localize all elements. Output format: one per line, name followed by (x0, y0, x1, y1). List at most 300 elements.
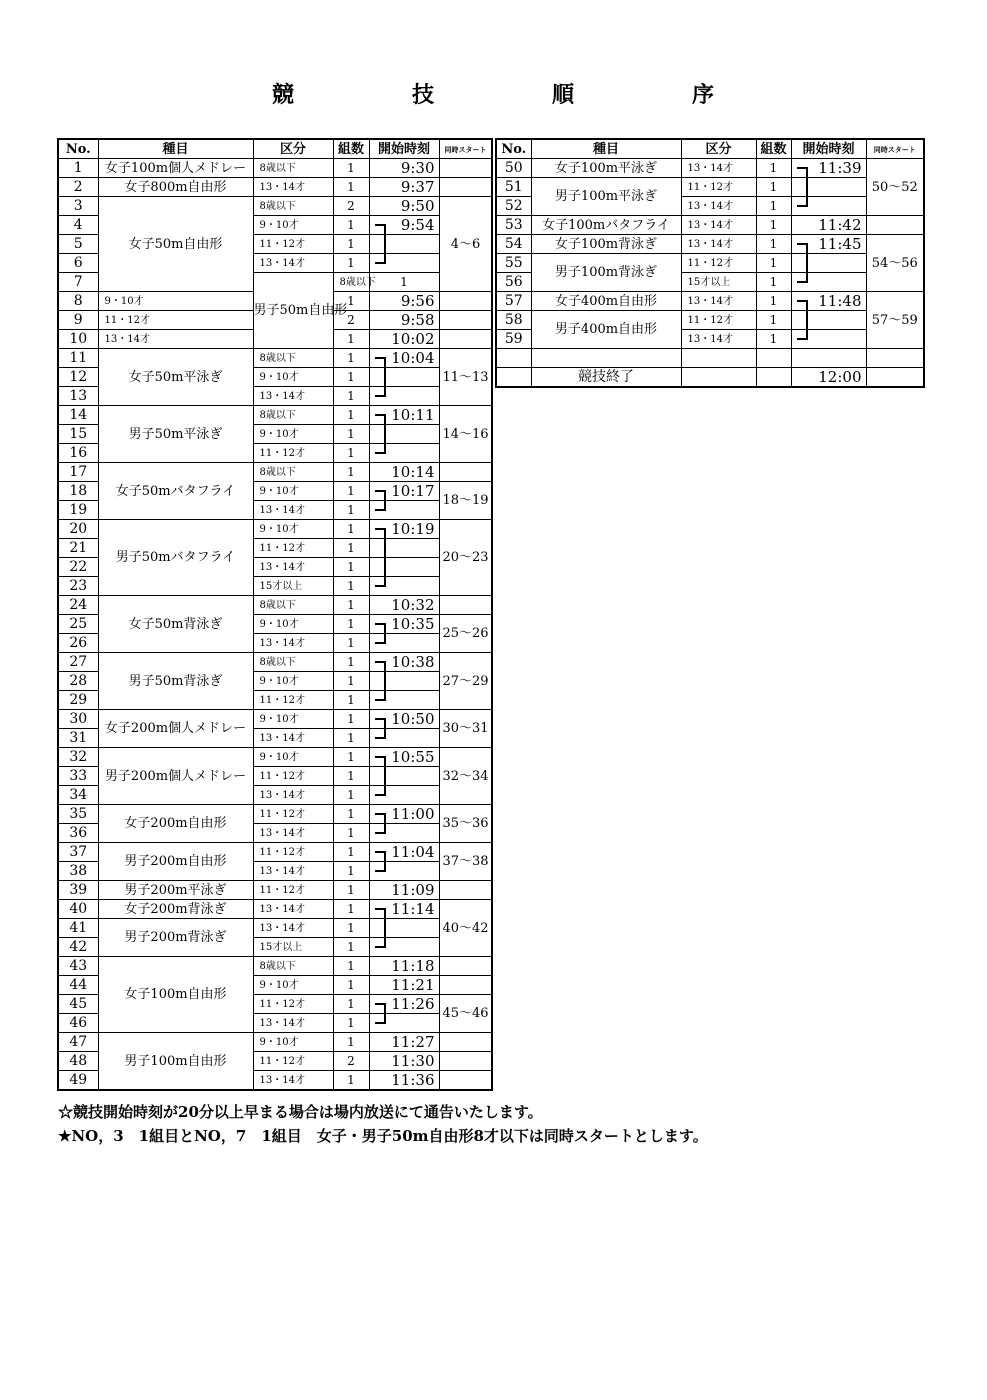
start-time: 11:42 (791, 216, 866, 235)
heat-count: 1 (333, 539, 369, 558)
age-category: 13・14才 (253, 900, 333, 919)
simultaneous-start-range: 30〜31 (439, 710, 492, 748)
simultaneous-start-range (439, 881, 492, 900)
heat-count: 1 (333, 235, 369, 254)
note-line: ★NO，3 1組目とNO，7 1組目 女子・男子50m自由形8才以下は同時スタートとします。 (58, 1127, 708, 1145)
table-row (58, 710, 492, 729)
simultaneous-start-range (439, 1052, 492, 1071)
start-time (369, 672, 439, 691)
event-number: 3 (58, 197, 98, 216)
age-category: 13・14才 (253, 786, 333, 805)
table-row (496, 292, 924, 311)
heat-count: 1 (333, 919, 369, 938)
schedule-table-right (495, 138, 925, 388)
table-row (58, 178, 492, 197)
event-number: 38 (58, 862, 98, 881)
event-number: 48 (58, 1052, 98, 1071)
heat-count: 1 (333, 425, 369, 444)
event-name: 男子100m背泳ぎ (531, 254, 681, 292)
event-name: 女子800m自由形 (98, 178, 253, 197)
event-number: 54 (496, 235, 531, 254)
start-time (369, 729, 439, 748)
age-category: 13・14才 (253, 501, 333, 520)
heat-count: 2 (333, 1052, 369, 1071)
header-event: 種目 (531, 139, 681, 159)
header-no: No. (496, 139, 531, 159)
simultaneous-start-range (439, 957, 492, 976)
start-time (369, 1014, 439, 1033)
age-category: 9・10才 (253, 1033, 333, 1052)
age-category: 13・14才 (253, 1071, 333, 1091)
heat-count (756, 349, 791, 368)
age-category: 9・10才 (253, 710, 333, 729)
start-time: 10:17 (369, 482, 439, 501)
heat-count: 1 (333, 330, 369, 349)
table-row (58, 197, 492, 216)
title-char: 順 (552, 82, 575, 108)
simultaneous-start-range (866, 368, 924, 388)
table-row (58, 596, 492, 615)
age-category: 8歳以下 (253, 653, 333, 672)
table-row (58, 843, 492, 862)
header-heats: 組数 (756, 139, 791, 159)
event-name: 女子50m背泳ぎ (98, 596, 253, 653)
event-number (496, 368, 531, 388)
age-category: 13・14才 (681, 159, 756, 178)
age-category: 13・14才 (253, 1014, 333, 1033)
heat-count: 1 (369, 273, 439, 292)
heat-count: 1 (333, 387, 369, 406)
heat-count: 1 (333, 501, 369, 520)
simultaneous-start-range: 25〜26 (439, 615, 492, 653)
event-number: 25 (58, 615, 98, 634)
event-number: 41 (58, 919, 98, 938)
heat-count: 1 (333, 805, 369, 824)
event-number: 10 (58, 330, 98, 349)
simultaneous-start-range: 20〜23 (439, 520, 492, 596)
heat-count: 1 (333, 900, 369, 919)
simultaneous-start-range (439, 463, 492, 482)
heat-count: 1 (756, 273, 791, 292)
event-number (496, 349, 531, 368)
table-row (58, 463, 492, 482)
header-event: 種目 (98, 139, 253, 159)
simultaneous-start-range: 50〜52 (866, 159, 924, 216)
age-category: 9・10才 (253, 615, 333, 634)
table-row (496, 254, 924, 273)
table-row (58, 406, 492, 425)
start-time: 11:04 (369, 843, 439, 862)
header-category: 区分 (253, 139, 333, 159)
start-time: 11:09 (369, 881, 439, 900)
heat-count: 1 (333, 368, 369, 387)
age-category: 13・14才 (253, 634, 333, 653)
age-category: 11・12才 (253, 843, 333, 862)
age-category (681, 349, 756, 368)
event-name: 女子50mバタフライ (98, 463, 253, 520)
heat-count: 1 (756, 216, 791, 235)
start-time: 10:04 (369, 349, 439, 368)
age-category: 13・14才 (681, 330, 756, 349)
simultaneous-start-range: 11〜13 (439, 349, 492, 406)
start-time (369, 387, 439, 406)
start-time: 9:50 (369, 197, 439, 216)
start-time: 12:00 (791, 368, 866, 388)
event-name: 女子100m平泳ぎ (531, 159, 681, 178)
event-name: 男子50m背泳ぎ (98, 653, 253, 710)
title-char: 序 (692, 82, 715, 108)
age-category: 11・12才 (253, 691, 333, 710)
table-row (58, 520, 492, 539)
event-number: 35 (58, 805, 98, 824)
heat-count: 1 (333, 710, 369, 729)
age-category: 11・12才 (253, 539, 333, 558)
heat-count: 1 (333, 159, 369, 178)
age-category: 11・12才 (253, 881, 333, 900)
age-category: 9・10才 (253, 672, 333, 691)
heat-count: 1 (333, 292, 369, 311)
heat-count: 1 (333, 976, 369, 995)
start-time (791, 197, 866, 216)
start-time (369, 862, 439, 881)
age-category: 9・10才 (253, 482, 333, 501)
age-category: 13・14才 (253, 558, 333, 577)
event-number: 19 (58, 501, 98, 520)
start-time: 11:26 (369, 995, 439, 1014)
event-name: 男子100m平泳ぎ (531, 178, 681, 216)
start-time (369, 786, 439, 805)
event-number: 1 (58, 159, 98, 178)
event-number: 53 (496, 216, 531, 235)
start-time (369, 577, 439, 596)
event-name: 女子50m平泳ぎ (98, 349, 253, 406)
event-number: 39 (58, 881, 98, 900)
age-category: 8歳以下 (253, 596, 333, 615)
note-line: ☆競技開始時刻が20分以上早まる場合は場内放送にて通告いたします。 (58, 1103, 543, 1121)
header-row (496, 139, 924, 159)
start-time: 11:27 (369, 1033, 439, 1052)
event-number: 32 (58, 748, 98, 767)
event-number: 17 (58, 463, 98, 482)
event-number: 23 (58, 577, 98, 596)
event-name: 男子200m背泳ぎ (98, 919, 253, 957)
event-name: 女子200m背泳ぎ (98, 900, 253, 919)
table-row (496, 349, 924, 368)
start-time: 11:21 (369, 976, 439, 995)
start-time (791, 311, 866, 330)
event-number: 29 (58, 691, 98, 710)
event-name: 女子100mバタフライ (531, 216, 681, 235)
age-category: 9・10才 (253, 216, 333, 235)
header-start-time: 開始時刻 (791, 139, 866, 159)
event-number: 12 (58, 368, 98, 387)
event-number: 52 (496, 197, 531, 216)
event-number: 26 (58, 634, 98, 653)
heat-count: 1 (333, 824, 369, 843)
event-number: 59 (496, 330, 531, 349)
age-category: 8歳以下 (253, 197, 333, 216)
header-category: 区分 (681, 139, 756, 159)
event-number: 31 (58, 729, 98, 748)
table-row (58, 748, 492, 767)
heat-count: 1 (333, 1033, 369, 1052)
age-category: 11・12才 (253, 444, 333, 463)
start-time: 10:38 (369, 653, 439, 672)
age-category: 15才以上 (681, 273, 756, 292)
age-category: 13・14才 (681, 235, 756, 254)
age-category: 8歳以下 (333, 273, 369, 292)
event-name: 女子100m自由形 (98, 957, 253, 1033)
start-time (369, 501, 439, 520)
heat-count: 1 (333, 691, 369, 710)
event-name: 女子200m自由形 (98, 805, 253, 843)
table-row (496, 368, 924, 388)
event-number: 43 (58, 957, 98, 976)
start-time (369, 558, 439, 577)
heat-count: 1 (333, 843, 369, 862)
event-number: 4 (58, 216, 98, 235)
heat-count: 1 (333, 1014, 369, 1033)
event-name: 男子200m平泳ぎ (98, 881, 253, 900)
heat-count: 1 (756, 254, 791, 273)
simultaneous-start-range: 45〜46 (439, 995, 492, 1033)
simultaneous-start-range: 40〜42 (439, 900, 492, 957)
heat-count: 1 (333, 653, 369, 672)
heat-count: 1 (333, 881, 369, 900)
age-category: 11・12才 (681, 254, 756, 273)
start-time (791, 273, 866, 292)
heat-count: 1 (333, 178, 369, 197)
age-category: 13・14才 (681, 197, 756, 216)
event-name: 男子50m自由形 (253, 273, 333, 349)
table-row (58, 349, 492, 368)
event-number: 16 (58, 444, 98, 463)
event-number: 9 (58, 311, 98, 330)
event-number: 50 (496, 159, 531, 178)
event-name: 男子200m自由形 (98, 843, 253, 881)
heat-count: 1 (333, 463, 369, 482)
heat-count: 1 (333, 957, 369, 976)
simultaneous-start-range (866, 349, 924, 368)
title-char: 競 (272, 82, 295, 108)
heat-count: 1 (333, 520, 369, 539)
start-time: 9:56 (369, 292, 439, 311)
heat-count: 1 (333, 406, 369, 425)
event-number: 21 (58, 539, 98, 558)
event-number: 42 (58, 938, 98, 957)
event-number: 33 (58, 767, 98, 786)
event-number: 40 (58, 900, 98, 919)
heat-count: 1 (333, 767, 369, 786)
table-row (496, 311, 924, 330)
start-time (369, 824, 439, 843)
start-time: 11:18 (369, 957, 439, 976)
age-category: 15才以上 (253, 577, 333, 596)
simultaneous-start-range (439, 1033, 492, 1052)
age-category: 13・14才 (253, 254, 333, 273)
start-time (791, 178, 866, 197)
age-category: 13・14才 (253, 387, 333, 406)
simultaneous-start-range: 18〜19 (439, 482, 492, 520)
start-time: 11:14 (369, 900, 439, 919)
table-row (496, 159, 924, 178)
age-category: 8歳以下 (253, 957, 333, 976)
start-time: 10:11 (369, 406, 439, 425)
start-time (369, 235, 439, 254)
heat-count: 1 (756, 197, 791, 216)
age-category: 11・12才 (253, 767, 333, 786)
event-number: 37 (58, 843, 98, 862)
title-char: 技 (412, 82, 435, 108)
start-time: 10:35 (369, 615, 439, 634)
age-category: 9・10才 (253, 520, 333, 539)
header-simultaneous: 同時スタート (866, 139, 924, 159)
table-row (496, 216, 924, 235)
table-row (58, 881, 492, 900)
event-name: 男子50m平泳ぎ (98, 406, 253, 463)
header-no: No. (58, 139, 98, 159)
start-time: 11:30 (369, 1052, 439, 1071)
heat-count: 1 (333, 634, 369, 653)
simultaneous-start-range (439, 976, 492, 995)
table-row (58, 957, 492, 976)
event-name: 女子200m個人メドレー (98, 710, 253, 748)
event-number: 45 (58, 995, 98, 1014)
start-time (369, 938, 439, 957)
event-name: 男子200m個人メドレー (98, 748, 253, 805)
start-time: 9:54 (369, 216, 439, 235)
start-time (369, 425, 439, 444)
start-time (369, 634, 439, 653)
event-name: 女子50m自由形 (98, 197, 253, 292)
heat-count: 1 (333, 216, 369, 235)
event-name (531, 349, 681, 368)
heat-count: 1 (756, 330, 791, 349)
age-category: 11・12才 (253, 995, 333, 1014)
event-number: 36 (58, 824, 98, 843)
simultaneous-start-range (439, 1071, 492, 1091)
start-time (369, 919, 439, 938)
simultaneous-start-range (439, 596, 492, 615)
age-category: 8歳以下 (253, 406, 333, 425)
start-time (369, 444, 439, 463)
age-category: 11・12才 (253, 235, 333, 254)
event-number: 30 (58, 710, 98, 729)
heat-count: 1 (333, 615, 369, 634)
event-number: 7 (58, 273, 98, 292)
start-time: 10:32 (369, 596, 439, 615)
event-number: 24 (58, 596, 98, 615)
simultaneous-start-range (439, 330, 492, 349)
event-name: 女子100m個人メドレー (98, 159, 253, 178)
heat-count: 1 (333, 577, 369, 596)
event-name: 男子100m自由形 (98, 1033, 253, 1091)
age-category: 11・12才 (253, 1052, 333, 1071)
start-time (369, 691, 439, 710)
heat-count: 2 (333, 311, 369, 330)
age-category (681, 368, 756, 388)
page-title (0, 78, 987, 112)
start-time: 10:50 (369, 710, 439, 729)
start-time (369, 539, 439, 558)
table-row (58, 919, 492, 938)
table-row (58, 1033, 492, 1052)
age-category: 9・10才 (253, 368, 333, 387)
schedule-table-left (57, 138, 493, 1091)
age-category: 13・14才 (253, 729, 333, 748)
event-number: 51 (496, 178, 531, 197)
simultaneous-start-range: 37〜38 (439, 843, 492, 881)
age-category: 8歳以下 (253, 159, 333, 178)
table-row (496, 178, 924, 197)
event-number: 28 (58, 672, 98, 691)
simultaneous-start-range: 14〜16 (439, 406, 492, 463)
table-row (496, 235, 924, 254)
event-number: 8 (58, 292, 98, 311)
event-number: 58 (496, 311, 531, 330)
simultaneous-start-range: 57〜59 (866, 292, 924, 349)
simultaneous-start-range: 54〜56 (866, 235, 924, 292)
simultaneous-start-range (439, 178, 492, 197)
event-number: 11 (58, 349, 98, 368)
table-row (58, 900, 492, 919)
age-category: 8歳以下 (253, 463, 333, 482)
heat-count: 1 (333, 558, 369, 577)
event-number: 15 (58, 425, 98, 444)
heat-count: 1 (756, 235, 791, 254)
simultaneous-start-range (439, 159, 492, 178)
start-time: 11:39 (791, 159, 866, 178)
event-number: 55 (496, 254, 531, 273)
simultaneous-start-range (866, 216, 924, 235)
table-row (58, 159, 492, 178)
event-number: 13 (58, 387, 98, 406)
heat-count: 1 (333, 482, 369, 501)
heat-count: 1 (333, 1071, 369, 1091)
heat-count: 1 (333, 748, 369, 767)
start-time: 9:30 (369, 159, 439, 178)
age-category: 8歳以下 (253, 349, 333, 368)
event-number: 44 (58, 976, 98, 995)
heat-count: 1 (333, 729, 369, 748)
age-category: 11・12才 (681, 311, 756, 330)
heat-count (756, 368, 791, 388)
start-time (369, 368, 439, 387)
age-category: 13・14才 (253, 862, 333, 881)
start-time: 11:48 (791, 292, 866, 311)
simultaneous-start-range (439, 292, 492, 311)
event-number: 22 (58, 558, 98, 577)
start-time: 10:19 (369, 520, 439, 539)
age-category: 13・14才 (253, 919, 333, 938)
heat-count: 1 (333, 596, 369, 615)
header-start-time: 開始時刻 (369, 139, 439, 159)
event-number: 49 (58, 1071, 98, 1091)
start-time (791, 254, 866, 273)
event-number: 20 (58, 520, 98, 539)
age-category: 11・12才 (253, 805, 333, 824)
age-category: 13・14才 (681, 216, 756, 235)
event-number: 18 (58, 482, 98, 501)
start-time: 10:14 (369, 463, 439, 482)
heat-count: 1 (333, 786, 369, 805)
table-row (58, 653, 492, 672)
event-name: 競技終了 (531, 368, 681, 388)
event-number: 27 (58, 653, 98, 672)
event-number: 14 (58, 406, 98, 425)
heat-count: 1 (333, 349, 369, 368)
heat-count: 1 (333, 862, 369, 881)
